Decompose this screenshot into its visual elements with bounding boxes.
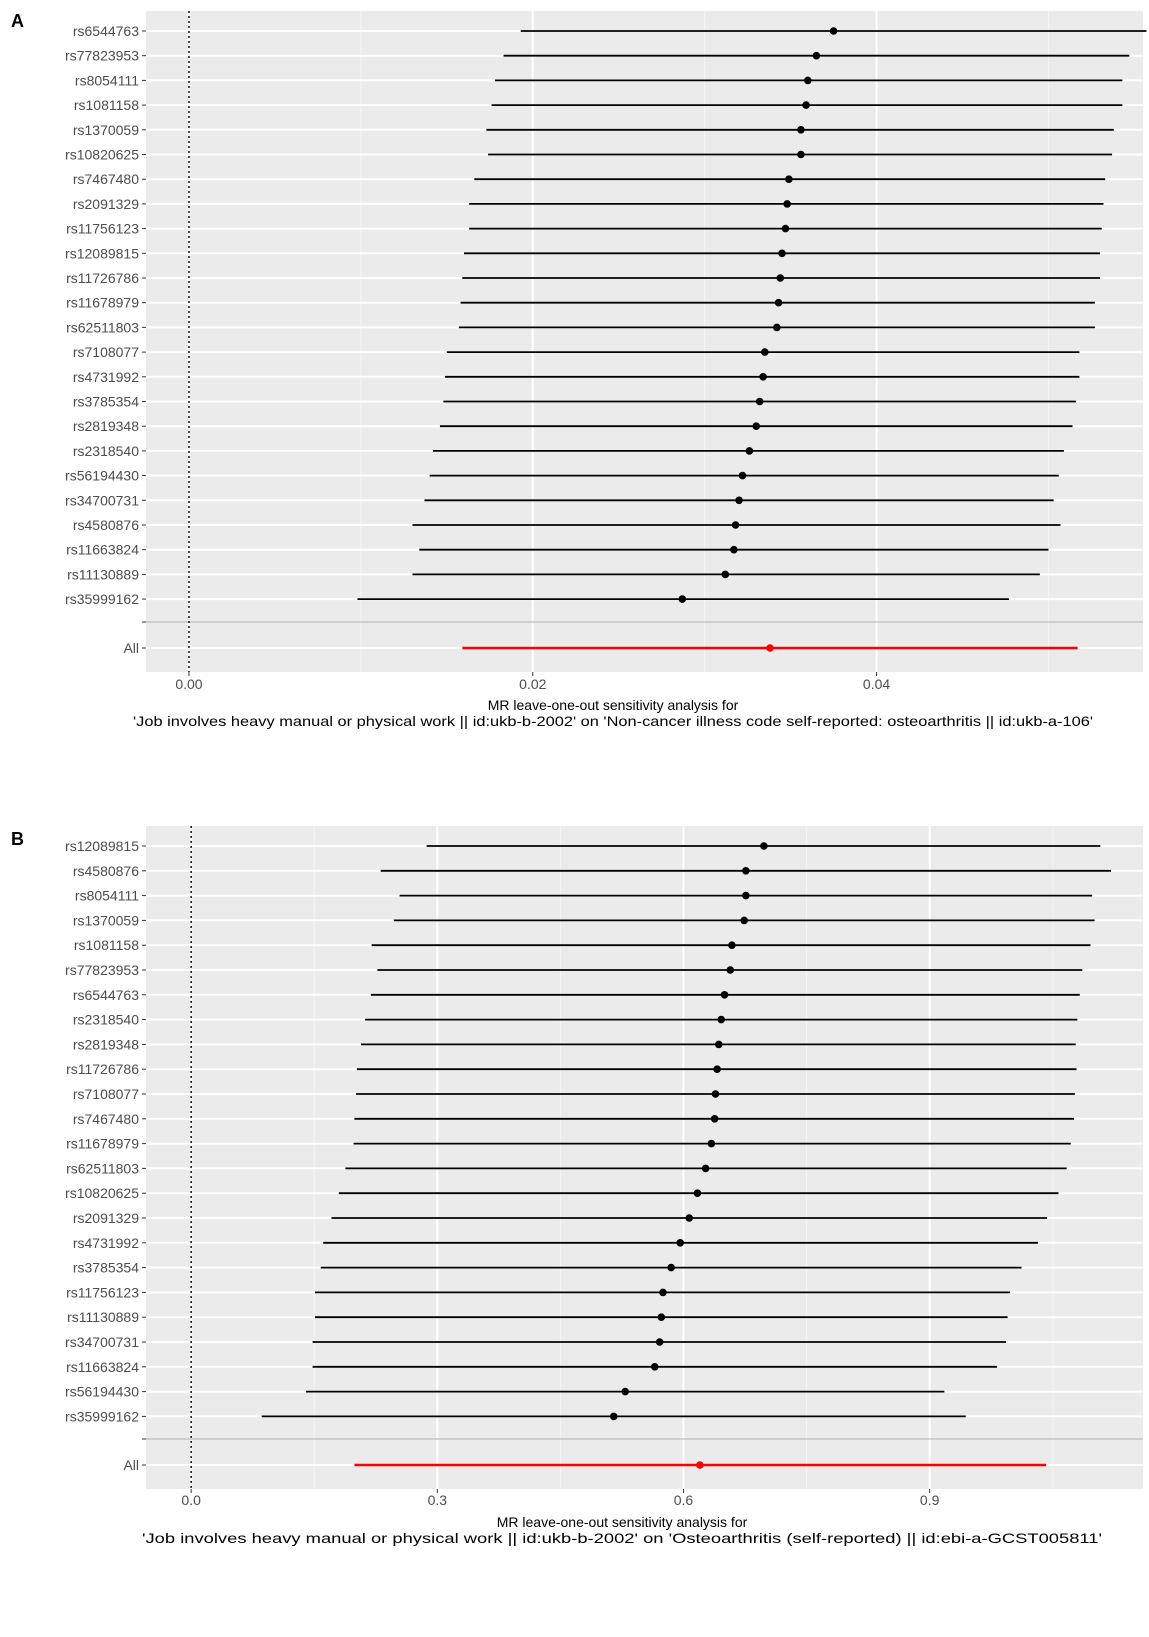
y-tick-label: rs11726786: [66, 270, 139, 286]
x-axis-title-line1: MR leave-one-out sensitivity analysis for: [496, 1514, 748, 1530]
estimate-point-rs12089815: [760, 842, 768, 850]
estimate-point-rs11678979: [775, 299, 783, 307]
x-axis-title-line1: MR leave-one-out sensitivity analysis for: [487, 697, 739, 713]
estimate-point-rs2091329: [685, 1214, 693, 1222]
estimate-point-rs2091329: [783, 200, 791, 208]
estimate-point-rs7467480: [711, 1115, 719, 1123]
estimate-point-rs8054111: [742, 892, 750, 900]
estimate-point-rs1370059: [740, 917, 748, 925]
y-tick-label: rs4580876: [72, 862, 139, 879]
y-tick-label: rs4580876: [72, 517, 139, 533]
x-tick-label: 0.6: [673, 1492, 694, 1508]
y-tick-label: rs6544763: [72, 23, 139, 39]
y-tick-label: rs2819348: [72, 418, 139, 435]
y-tick-label: rs7108077: [72, 344, 139, 361]
y-tick-label: rs2318540: [72, 442, 139, 459]
y-tick-label: rs4731992: [72, 368, 139, 385]
y-tick-label: rs10820625: [65, 146, 139, 163]
estimate-point-rs7467480: [785, 175, 793, 183]
estimate-point-rs11663824: [651, 1363, 659, 1371]
estimate-point-rs10820625: [694, 1189, 702, 1197]
y-tick-label: rs11678979: [66, 294, 139, 311]
y-tick-label-all: All: [123, 640, 139, 656]
estimate-point-rs35999162: [610, 1413, 618, 1421]
estimate-point-rs34700731: [656, 1338, 664, 1346]
y-tick-label: rs3785354: [72, 1259, 139, 1276]
y-tick-label: rs1081158: [73, 937, 139, 954]
y-tick-label: rs2091329: [72, 195, 139, 212]
y-tick-label: rs2819348: [72, 1036, 139, 1053]
estimate-point-rs62511803: [773, 324, 781, 332]
y-tick-label: rs11663824: [66, 541, 139, 558]
y-tick-label: rs56194430: [65, 1383, 139, 1400]
forest-plot-a: [11, 11, 1146, 729]
estimate-point-rs11756123: [659, 1289, 667, 1297]
y-tick-label: rs7467480: [72, 171, 139, 188]
y-tick-label: rs35999162: [65, 1408, 139, 1425]
y-tick-label: rs34700731: [65, 1334, 139, 1350]
y-tick-label: rs62511803: [66, 1160, 139, 1177]
y-tick-label: rs62511803: [66, 319, 139, 336]
estimate-point-rs1081158: [728, 941, 736, 949]
estimate-point-rs8054111: [804, 77, 812, 85]
x-tick-label: 0.02: [519, 676, 547, 692]
y-tick-label: rs7467480: [72, 1110, 139, 1127]
y-tick-label: rs3785354: [72, 393, 139, 410]
estimate-point-rs4580876: [742, 867, 750, 875]
estimate-point-rs4580876: [732, 521, 740, 529]
estimate-point-rs6544763: [830, 27, 838, 35]
y-tick-label: rs77823953: [65, 47, 139, 64]
estimate-point-rs77823953: [813, 52, 821, 60]
estimate-point-rs2819348: [752, 422, 760, 430]
x-axis-title-line2: 'Job involves heavy manual or physical work || id:ukb-b-2002' on 'Non-cancer illness code self-reported: osteoarthritis || id:ukb-a-106': [133, 713, 1093, 729]
estimate-point-rs3785354: [756, 398, 764, 406]
x-tick-label: 0.3: [427, 1492, 448, 1508]
y-tick-label-all: All: [123, 1457, 139, 1473]
y-tick-label: rs7108077: [72, 1086, 139, 1102]
estimate-point-rs2318540: [746, 447, 754, 455]
y-tick-label: rs11678979: [66, 1135, 139, 1152]
y-tick-label: rs6544763: [72, 986, 139, 1003]
plot-panel: [146, 11, 1143, 672]
y-tick-label: rs34700731: [65, 492, 139, 509]
plot-panel: [146, 826, 1143, 1489]
y-tick-label: rs11663824: [66, 1358, 139, 1375]
estimate-point-rs7108077: [712, 1090, 720, 1098]
estimate-point-rs56194430: [739, 472, 747, 480]
estimate-point-rs34700731: [735, 497, 743, 505]
y-tick-label: rs1370059: [72, 121, 139, 138]
y-tick-label: rs12089815: [65, 838, 139, 854]
estimate-point-rs12089815: [778, 250, 786, 258]
estimate-point-rs35999162: [679, 595, 687, 603]
x-tick-label: 0.9: [919, 1492, 940, 1508]
estimate-point-rs11663824: [730, 546, 738, 554]
y-tick-label: rs12089815: [65, 245, 139, 262]
y-tick-label: rs11130889: [67, 1309, 139, 1326]
estimate-point-rs6544763: [721, 991, 729, 999]
estimate-point-rs77823953: [726, 966, 734, 974]
estimate-point-rs11130889: [721, 571, 729, 579]
forest-plot-b: [11, 826, 1143, 1546]
estimate-point-rs11726786: [713, 1065, 721, 1073]
y-tick-label: rs77823953: [65, 962, 139, 978]
estimate-point-all: [766, 644, 774, 652]
y-tick-label: rs4731992: [72, 1234, 139, 1251]
y-tick-label: rs11756123: [66, 1284, 139, 1301]
estimate-point-rs11756123: [782, 225, 790, 233]
estimate-point-rs2318540: [717, 1016, 725, 1024]
estimate-point-rs7108077: [761, 348, 769, 356]
y-tick-label: rs8054111: [74, 887, 139, 904]
estimate-point-rs3785354: [667, 1264, 675, 1272]
x-tick-label: 0.0: [181, 1492, 201, 1508]
y-tick-label: rs11756123: [66, 220, 139, 237]
panel-label: B: [11, 829, 24, 849]
estimate-point-rs62511803: [702, 1165, 710, 1173]
estimate-point-rs11130889: [658, 1313, 666, 1321]
x-axis-title-line2: 'Job involves heavy manual or physical work || id:ukb-b-2002' on 'Osteoarthritis (self-reported) || id:ebi-a-GCST005811': [142, 1530, 1102, 1546]
estimate-point-rs2819348: [715, 1041, 723, 1049]
estimate-point-rs10820625: [797, 151, 805, 159]
estimate-point-all: [696, 1461, 704, 1469]
panel-label: A: [11, 11, 24, 31]
x-tick-label: 0.04: [862, 676, 891, 692]
estimate-point-rs56194430: [621, 1388, 629, 1396]
estimate-point-rs1081158: [802, 101, 810, 109]
x-tick-label: 0.00: [175, 676, 203, 692]
estimate-point-rs1370059: [797, 126, 805, 134]
y-tick-label: rs1370059: [72, 912, 139, 929]
estimate-point-rs4731992: [676, 1239, 684, 1247]
y-tick-label: rs11726786: [66, 1061, 139, 1078]
y-tick-label: rs2318540: [72, 1011, 139, 1028]
estimate-point-rs11678979: [708, 1140, 716, 1148]
estimate-point-rs11726786: [776, 274, 784, 282]
y-tick-label: rs56194430: [65, 467, 139, 484]
estimate-point-rs4731992: [759, 373, 767, 381]
y-tick-label: rs8054111: [74, 72, 139, 89]
y-tick-label: rs35999162: [65, 591, 139, 608]
y-tick-label: rs2091329: [72, 1210, 139, 1226]
y-tick-label: rs1081158: [73, 97, 139, 114]
y-tick-label: rs10820625: [65, 1185, 139, 1202]
y-tick-label: rs11130889: [67, 566, 139, 583]
